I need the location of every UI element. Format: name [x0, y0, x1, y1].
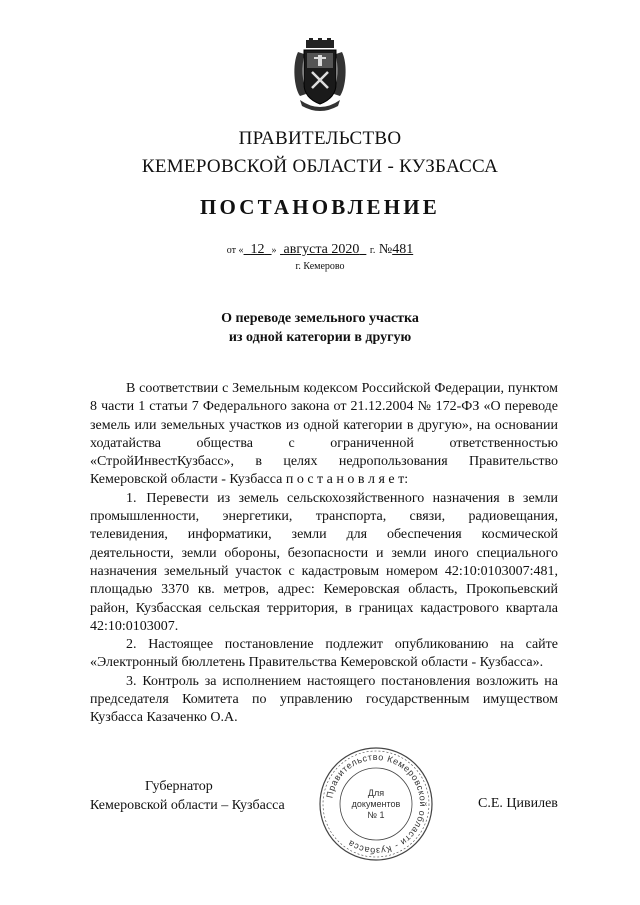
date-year-suffix: г.	[369, 245, 376, 256]
city: г. Кемерово	[295, 261, 345, 272]
clause-1-number: 1.	[126, 490, 137, 506]
official-seal-icon	[316, 744, 436, 864]
date-mid: »	[271, 245, 277, 256]
coat-of-arms-icon	[292, 38, 348, 114]
document-subject	[0, 309, 640, 347]
paragraph-clause-2: 2. Настоящее постановление подлежит опубликованию на сайте «Электронный бюллетень Правительства Кемеровской области - Кузбасса».	[90, 637, 558, 671]
header-region: КЕМЕРОВСКОЙ ОБЛАСТИ - КУЗБАССА	[141, 156, 499, 177]
date-line	[0, 242, 640, 258]
signatory-title	[90, 777, 285, 815]
subject-line-1: О переводе земельного участка	[221, 311, 419, 326]
subject-line-2: из одной категории в другую	[228, 330, 412, 345]
svg-text:№ 1: № 1	[367, 810, 385, 820]
paragraph-clause-1	[90, 490, 558, 636]
paragraph-clause-3: 3. Контроль за исполнением настоящего постановления возложить на председателя Комитета по управлению государственным имуществом Кузбасса Казаченко О.А.	[90, 673, 558, 726]
svg-text:Правительство Кемеровской обла: Правительство Кемеровской области - Кузбасса	[324, 751, 429, 857]
header-government: ПРАВИТЕЛЬСТВО	[238, 128, 402, 149]
clause-1-text: Перевести из земель сельскохозяйственного назначения в земли промышленности, энергетики, транспорта, связи, радиовещания, телевидения, информатики, земли для обеспечения космической деятельности, земли обороны, безопасности и земли иного специального назначения земельный участок с кадастровым номером 42:10:0103007:481, площадью 3370 кв. метров, адрес: Кемеровская область, Прокопьевский район, Кузбасская сельская территория, в границах кадастрового квартала 42:10:0103007.	[90, 490, 558, 634]
document-title: ПОСТАНОВЛЕНИЕ	[199, 195, 441, 219]
date-month-year-value: августа 2020	[283, 242, 360, 257]
number-sign: №	[378, 242, 393, 257]
date-month-year	[280, 242, 366, 257]
document-number: 481	[392, 242, 414, 257]
svg-text:Для: Для	[367, 788, 385, 798]
svg-text:документов: документов	[351, 799, 401, 809]
document-body	[90, 380, 558, 728]
date-prefix: от «	[226, 245, 244, 256]
date-day-value: 12	[250, 242, 265, 257]
date-day	[244, 242, 272, 257]
signatory-region: Кемеровской области – Кузбасса	[90, 798, 285, 813]
paragraph-preamble: В соответствии с Земельным кодексом Российской Федерации, пунктом 8 части 1 статьи 7 Федерального закона от 21.12.2004 № 172-ФЗ «О переводе земель или земельных участков из одной категории в другую», на основании ходатайства общества с ограниченной ответственностью «СтройИнвестКузбасс», в целях недропользования Правительство Кемеровской области - Кузбасса п о с т а н о в л я е т:	[90, 381, 558, 488]
signatory-name: С.Е. Цивилев	[478, 796, 558, 811]
signatory-position: Губернатор	[145, 779, 213, 794]
